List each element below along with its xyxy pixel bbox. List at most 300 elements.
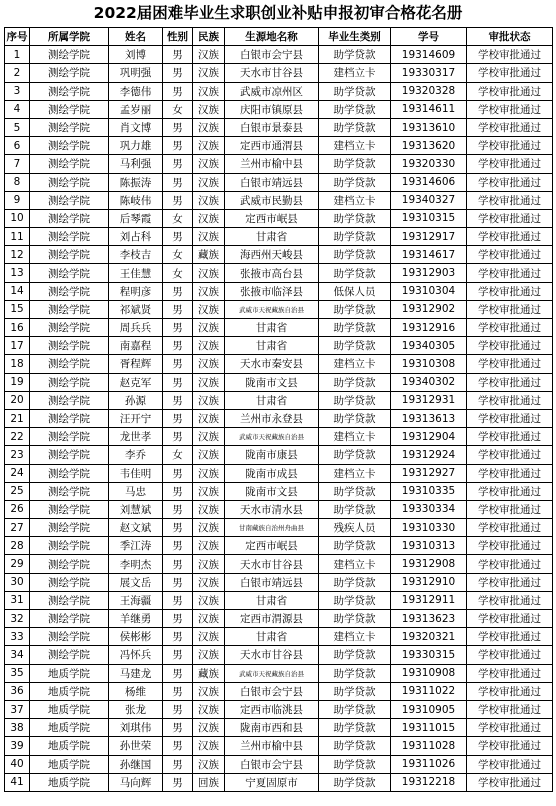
cell-category: 助学贷款: [319, 264, 391, 282]
table-row: [5, 173, 553, 191]
cell-status: 学校审批通过: [467, 373, 553, 391]
cell-gender: 男: [163, 719, 193, 737]
cell-index: 24: [5, 464, 30, 482]
cell-ethnicity: 汉族: [193, 355, 225, 373]
table-row: [5, 755, 553, 773]
cell-college: 测绘学院: [30, 646, 109, 664]
header-ethnicity: 民族: [193, 28, 225, 46]
cell-student-id: 19313623: [391, 610, 467, 628]
cell-student-id: 19312916: [391, 319, 467, 337]
cell-gender: 男: [163, 664, 193, 682]
cell-status: 学校审批通过: [467, 282, 553, 300]
cell-gender: 女: [163, 209, 193, 227]
cell-student-id: 19312917: [391, 228, 467, 246]
cell-status: 学校审批通过: [467, 737, 553, 755]
cell-college: 测绘学院: [30, 519, 109, 537]
cell-status: 学校审批通过: [467, 719, 553, 737]
table-row: [5, 64, 553, 82]
cell-college: 测绘学院: [30, 264, 109, 282]
cell-origin: 陇南市文县: [225, 482, 319, 500]
cell-origin: 天水市甘谷县: [225, 64, 319, 82]
cell-index: 11: [5, 228, 30, 246]
cell-status: 学校审批通过: [467, 191, 553, 209]
cell-status: 学校审批通过: [467, 628, 553, 646]
cell-index: 10: [5, 209, 30, 227]
cell-category: 助学贷款: [319, 409, 391, 427]
cell-gender: 男: [163, 355, 193, 373]
table-row: [5, 555, 553, 573]
cell-category: 助学贷款: [319, 173, 391, 191]
cell-category: 助学贷款: [319, 500, 391, 518]
cell-status: 学校审批通过: [467, 391, 553, 409]
table-row: [5, 428, 553, 446]
cell-origin: 庆阳市镇原县: [225, 100, 319, 118]
table-row: [5, 391, 553, 409]
cell-index: 18: [5, 355, 30, 373]
cell-index: 14: [5, 282, 30, 300]
cell-status: 学校审批通过: [467, 446, 553, 464]
cell-category: 助学贷款: [319, 391, 391, 409]
cell-name: 刘博: [109, 46, 163, 64]
cell-index: 9: [5, 191, 30, 209]
cell-origin: 陇南市文县: [225, 373, 319, 391]
cell-college: 测绘学院: [30, 573, 109, 591]
cell-gender: 男: [163, 64, 193, 82]
cell-index: 22: [5, 428, 30, 446]
table-row: [5, 282, 553, 300]
cell-index: 21: [5, 409, 30, 427]
cell-ethnicity: 汉族: [193, 228, 225, 246]
cell-gender: 男: [163, 573, 193, 591]
cell-college: 测绘学院: [30, 373, 109, 391]
table-row: [5, 446, 553, 464]
cell-gender: 男: [163, 755, 193, 773]
cell-ethnicity: 汉族: [193, 628, 225, 646]
cell-student-id: 19311015: [391, 719, 467, 737]
cell-ethnicity: 汉族: [193, 64, 225, 82]
cell-name: 孙继国: [109, 755, 163, 773]
cell-name: 王佳慧: [109, 264, 163, 282]
cell-index: 28: [5, 537, 30, 555]
cell-college: 测绘学院: [30, 446, 109, 464]
cell-category: 建档立卡: [319, 464, 391, 482]
cell-origin: 天水市清水县: [225, 500, 319, 518]
cell-gender: 男: [163, 118, 193, 136]
cell-college: 测绘学院: [30, 555, 109, 573]
table-row: [5, 591, 553, 609]
cell-student-id: 19310315: [391, 209, 467, 227]
cell-college: 地质学院: [30, 755, 109, 773]
table-row: [5, 118, 553, 136]
cell-origin: 海西州天峻县: [225, 246, 319, 264]
cell-student-id: 19310308: [391, 355, 467, 373]
cell-student-id: 19310335: [391, 482, 467, 500]
cell-student-id: 19311022: [391, 682, 467, 700]
cell-origin: 武威市民勤县: [225, 191, 319, 209]
cell-college: 测绘学院: [30, 155, 109, 173]
cell-category: 助学贷款: [319, 482, 391, 500]
cell-category: 建档立卡: [319, 355, 391, 373]
table-row: [5, 464, 553, 482]
cell-ethnicity: 汉族: [193, 46, 225, 64]
table-row: [5, 82, 553, 100]
cell-ethnicity: 汉族: [193, 464, 225, 482]
cell-category: 助学贷款: [319, 700, 391, 718]
cell-index: 35: [5, 664, 30, 682]
cell-origin: 甘肃省: [225, 391, 319, 409]
cell-gender: 男: [163, 137, 193, 155]
cell-student-id: 19340327: [391, 191, 467, 209]
table-row: [5, 646, 553, 664]
cell-name: 陈振涛: [109, 173, 163, 191]
cell-college: 地质学院: [30, 700, 109, 718]
cell-student-id: 19312903: [391, 264, 467, 282]
cell-category: 建档立卡: [319, 191, 391, 209]
cell-ethnicity: 汉族: [193, 337, 225, 355]
cell-category: 建档立卡: [319, 137, 391, 155]
header-status: 审批状态: [467, 28, 553, 46]
cell-index: 29: [5, 555, 30, 573]
cell-status: 学校审批通过: [467, 155, 553, 173]
cell-status: 学校审批通过: [467, 610, 553, 628]
cell-ethnicity: 汉族: [193, 682, 225, 700]
cell-name: 李德伟: [109, 82, 163, 100]
cell-origin: 甘肃省: [225, 628, 319, 646]
cell-ethnicity: 回族: [193, 773, 225, 791]
cell-gender: 男: [163, 591, 193, 609]
cell-category: 助学贷款: [319, 300, 391, 318]
cell-college: 测绘学院: [30, 428, 109, 446]
cell-student-id: 19330334: [391, 500, 467, 518]
cell-origin: 武威市天祝藏族自治县: [225, 300, 319, 318]
cell-index: 26: [5, 500, 30, 518]
cell-student-id: 19312908: [391, 555, 467, 573]
cell-origin: 陇南市康县: [225, 446, 319, 464]
cell-student-id: 19314609: [391, 46, 467, 64]
cell-name: 南嘉程: [109, 337, 163, 355]
cell-name: 汪开宁: [109, 409, 163, 427]
cell-name: 马向辉: [109, 773, 163, 791]
cell-ethnicity: 汉族: [193, 610, 225, 628]
header-row: [5, 28, 553, 46]
cell-origin: 武威市天祝藏族自治县: [225, 428, 319, 446]
cell-category: 助学贷款: [319, 773, 391, 791]
cell-status: 学校审批通过: [467, 646, 553, 664]
cell-student-id: 19312931: [391, 391, 467, 409]
cell-college: 测绘学院: [30, 337, 109, 355]
table-row: [5, 46, 553, 64]
cell-name: 巩力雄: [109, 137, 163, 155]
cell-status: 学校审批通过: [467, 428, 553, 446]
cell-ethnicity: 汉族: [193, 700, 225, 718]
cell-name: 祁斌贤: [109, 300, 163, 318]
cell-name: 刘琪伟: [109, 719, 163, 737]
table-row: [5, 737, 553, 755]
cell-ethnicity: 汉族: [193, 82, 225, 100]
cell-name: 肖文博: [109, 118, 163, 136]
cell-index: 1: [5, 46, 30, 64]
cell-status: 学校审批通过: [467, 555, 553, 573]
cell-name: 巩明强: [109, 64, 163, 82]
table-row: [5, 700, 553, 718]
cell-student-id: 19330315: [391, 646, 467, 664]
cell-college: 测绘学院: [30, 628, 109, 646]
cell-status: 学校审批通过: [467, 519, 553, 537]
table-row: [5, 191, 553, 209]
table-row: [5, 628, 553, 646]
cell-college: 地质学院: [30, 682, 109, 700]
cell-name: 赵克军: [109, 373, 163, 391]
cell-student-id: 19340305: [391, 337, 467, 355]
cell-college: 测绘学院: [30, 610, 109, 628]
cell-college: 测绘学院: [30, 591, 109, 609]
cell-college: 测绘学院: [30, 209, 109, 227]
cell-status: 学校审批通过: [467, 500, 553, 518]
cell-category: 建档立卡: [319, 64, 391, 82]
cell-ethnicity: 汉族: [193, 646, 225, 664]
cell-gender: 男: [163, 682, 193, 700]
cell-gender: 男: [163, 300, 193, 318]
cell-ethnicity: 汉族: [193, 319, 225, 337]
cell-origin: 白银市靖远县: [225, 173, 319, 191]
cell-index: 38: [5, 719, 30, 737]
cell-gender: 男: [163, 537, 193, 555]
cell-index: 31: [5, 591, 30, 609]
table-row: [5, 228, 553, 246]
cell-status: 学校审批通过: [467, 118, 553, 136]
cell-ethnicity: 汉族: [193, 209, 225, 227]
cell-student-id: 19312927: [391, 464, 467, 482]
cell-student-id: 19312902: [391, 300, 467, 318]
cell-status: 学校审批通过: [467, 355, 553, 373]
cell-origin: 天水市秦安县: [225, 355, 319, 373]
table-row: [5, 300, 553, 318]
cell-index: 41: [5, 773, 30, 791]
cell-category: 残疾人员: [319, 519, 391, 537]
cell-status: 学校审批通过: [467, 409, 553, 427]
cell-ethnicity: 藏族: [193, 246, 225, 264]
cell-ethnicity: 汉族: [193, 137, 225, 155]
cell-index: 2: [5, 64, 30, 82]
cell-ethnicity: 汉族: [193, 537, 225, 555]
cell-name: 龙世孝: [109, 428, 163, 446]
table-row: [5, 664, 553, 682]
cell-student-id: 19320330: [391, 155, 467, 173]
cell-origin: 定西市通渭县: [225, 137, 319, 155]
cell-ethnicity: 汉族: [193, 755, 225, 773]
cell-index: 5: [5, 118, 30, 136]
cell-college: 测绘学院: [30, 64, 109, 82]
cell-status: 学校审批通过: [467, 591, 553, 609]
cell-college: 测绘学院: [30, 409, 109, 427]
cell-name: 后琴霞: [109, 209, 163, 227]
cell-gender: 女: [163, 264, 193, 282]
cell-status: 学校审批通过: [467, 664, 553, 682]
cell-name: 王海疆: [109, 591, 163, 609]
table-row: [5, 209, 553, 227]
table-row: [5, 573, 553, 591]
cell-status: 学校审批通过: [467, 682, 553, 700]
cell-ethnicity: 汉族: [193, 573, 225, 591]
cell-index: 15: [5, 300, 30, 318]
cell-index: 12: [5, 246, 30, 264]
cell-status: 学校审批通过: [467, 137, 553, 155]
cell-ethnicity: 汉族: [193, 391, 225, 409]
cell-gender: 男: [163, 428, 193, 446]
cell-status: 学校审批通过: [467, 464, 553, 482]
cell-origin: 白银市会宁县: [225, 46, 319, 64]
cell-origin: 陇南市西和县: [225, 719, 319, 737]
cell-gender: 男: [163, 173, 193, 191]
cell-origin: 定西市岷县: [225, 537, 319, 555]
cell-gender: 男: [163, 282, 193, 300]
cell-origin: 张掖市高台县: [225, 264, 319, 282]
cell-gender: 男: [163, 773, 193, 791]
cell-category: 助学贷款: [319, 209, 391, 227]
cell-student-id: 19312218: [391, 773, 467, 791]
table-row: [5, 373, 553, 391]
cell-gender: 男: [163, 391, 193, 409]
cell-college: 测绘学院: [30, 82, 109, 100]
cell-college: 测绘学院: [30, 137, 109, 155]
table-row: [5, 482, 553, 500]
cell-college: 测绘学院: [30, 46, 109, 64]
table-row: [5, 409, 553, 427]
header-college: 所属学院: [30, 28, 109, 46]
table-row: [5, 610, 553, 628]
header-index: 序号: [5, 28, 30, 46]
cell-college: 测绘学院: [30, 464, 109, 482]
cell-origin: 定西市岷县: [225, 209, 319, 227]
cell-index: 27: [5, 519, 30, 537]
cell-status: 学校审批通过: [467, 482, 553, 500]
cell-category: 助学贷款: [319, 46, 391, 64]
cell-gender: 男: [163, 555, 193, 573]
cell-ethnicity: 汉族: [193, 118, 225, 136]
cell-name: 季江涛: [109, 537, 163, 555]
cell-category: 助学贷款: [319, 646, 391, 664]
cell-college: 测绘学院: [30, 537, 109, 555]
cell-college: 测绘学院: [30, 246, 109, 264]
cell-student-id: 19311026: [391, 755, 467, 773]
cell-status: 学校审批通过: [467, 209, 553, 227]
cell-ethnicity: 汉族: [193, 409, 225, 427]
cell-gender: 男: [163, 155, 193, 173]
cell-ethnicity: 汉族: [193, 100, 225, 118]
table-row: [5, 355, 553, 373]
cell-status: 学校审批通过: [467, 264, 553, 282]
cell-ethnicity: 汉族: [193, 737, 225, 755]
cell-name: 张龙: [109, 700, 163, 718]
cell-gender: 男: [163, 646, 193, 664]
cell-status: 学校审批通过: [467, 319, 553, 337]
cell-ethnicity: 汉族: [193, 282, 225, 300]
cell-origin: 白银市靖远县: [225, 573, 319, 591]
cell-name: 李明杰: [109, 555, 163, 573]
cell-ethnicity: 汉族: [193, 519, 225, 537]
cell-college: 测绘学院: [30, 100, 109, 118]
cell-gender: 男: [163, 610, 193, 628]
cell-category: 建档立卡: [319, 555, 391, 573]
cell-student-id: 19310330: [391, 519, 467, 537]
cell-index: 7: [5, 155, 30, 173]
cell-status: 学校审批通过: [467, 755, 553, 773]
table-row: [5, 773, 553, 791]
cell-category: 建档立卡: [319, 628, 391, 646]
cell-gender: 男: [163, 337, 193, 355]
cell-status: 学校审批通过: [467, 300, 553, 318]
cell-status: 学校审批通过: [467, 100, 553, 118]
cell-category: 助学贷款: [319, 319, 391, 337]
cell-origin: 白银市会宁县: [225, 755, 319, 773]
cell-student-id: 19312911: [391, 591, 467, 609]
cell-gender: 男: [163, 373, 193, 391]
cell-ethnicity: 汉族: [193, 155, 225, 173]
cell-name: 赵文斌: [109, 519, 163, 537]
cell-origin: 兰州市永登县: [225, 409, 319, 427]
cell-index: 37: [5, 700, 30, 718]
cell-ethnicity: 汉族: [193, 555, 225, 573]
cell-index: 39: [5, 737, 30, 755]
cell-college: 测绘学院: [30, 173, 109, 191]
table-row: [5, 500, 553, 518]
cell-index: 40: [5, 755, 30, 773]
cell-index: 13: [5, 264, 30, 282]
cell-category: 助学贷款: [319, 246, 391, 264]
cell-college: 测绘学院: [30, 482, 109, 500]
cell-name: 刘慧斌: [109, 500, 163, 518]
cell-status: 学校审批通过: [467, 246, 553, 264]
cell-college: 地质学院: [30, 773, 109, 791]
cell-category: 助学贷款: [319, 373, 391, 391]
cell-name: 杨维: [109, 682, 163, 700]
cell-student-id: 19310905: [391, 700, 467, 718]
header-student-id: 学号: [391, 28, 467, 46]
cell-student-id: 19312904: [391, 428, 467, 446]
cell-status: 学校审批通过: [467, 337, 553, 355]
cell-student-id: 19314606: [391, 173, 467, 191]
cell-college: 测绘学院: [30, 300, 109, 318]
cell-gender: 男: [163, 464, 193, 482]
cell-name: 羊继勇: [109, 610, 163, 628]
cell-college: 测绘学院: [30, 500, 109, 518]
cell-college: 测绘学院: [30, 282, 109, 300]
cell-ethnicity: 汉族: [193, 482, 225, 500]
cell-index: 32: [5, 610, 30, 628]
table-row: [5, 264, 553, 282]
cell-college: 测绘学院: [30, 319, 109, 337]
cell-status: 学校审批通过: [467, 773, 553, 791]
cell-ethnicity: 汉族: [193, 300, 225, 318]
cell-category: 助学贷款: [319, 610, 391, 628]
cell-student-id: 19314617: [391, 246, 467, 264]
cell-ethnicity: 汉族: [193, 446, 225, 464]
cell-name: 李乔: [109, 446, 163, 464]
cell-origin: 陇南市成县: [225, 464, 319, 482]
cell-index: 4: [5, 100, 30, 118]
cell-gender: 男: [163, 737, 193, 755]
cell-index: 25: [5, 482, 30, 500]
cell-ethnicity: 汉族: [193, 591, 225, 609]
cell-student-id: 19340302: [391, 373, 467, 391]
cell-student-id: 19320321: [391, 628, 467, 646]
cell-category: 助学贷款: [319, 118, 391, 136]
cell-student-id: 19313620: [391, 137, 467, 155]
header-origin: 生源地名称: [225, 28, 319, 46]
cell-college: 地质学院: [30, 737, 109, 755]
cell-gender: 女: [163, 246, 193, 264]
cell-gender: 女: [163, 446, 193, 464]
